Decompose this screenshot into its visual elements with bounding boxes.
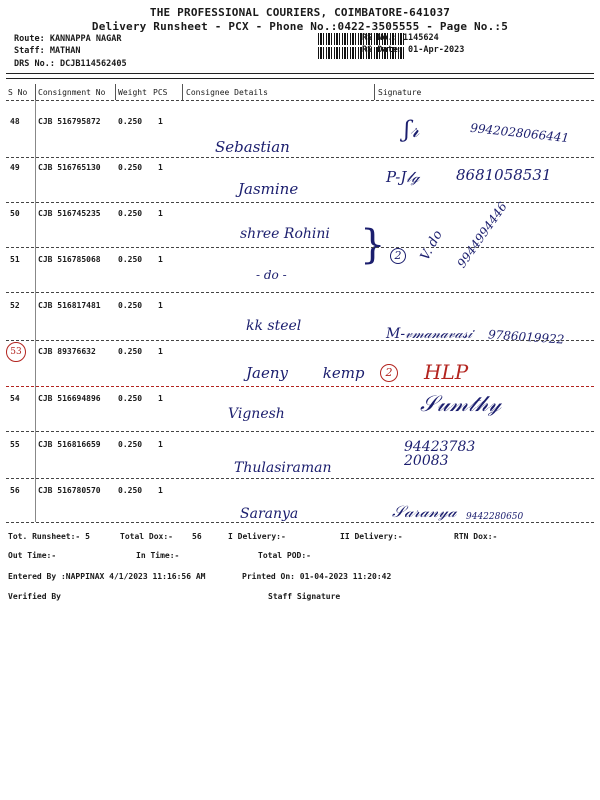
consignee-handwriting: shree Rohini	[240, 226, 330, 242]
header-rule-bottom	[6, 100, 594, 101]
circled-row-number: 53	[6, 342, 26, 362]
col-divider	[115, 84, 116, 100]
signature-handwriting: 8681058531	[456, 166, 552, 184]
col-weight: Weight	[118, 88, 147, 97]
row-pcs: 1	[158, 255, 163, 264]
row-sno: 54	[10, 394, 20, 403]
col-consignee: Consignee Details	[186, 88, 268, 97]
row-weight: 0.250	[118, 117, 143, 126]
signature-scribble: ʃ𝓇	[404, 118, 420, 143]
rs-number: RS No.: 1145624	[362, 33, 439, 43]
row-pcs: 1	[158, 347, 163, 356]
out-time: Out Time:-	[8, 551, 57, 560]
signature-handwriting: HLP	[424, 360, 469, 384]
row-sno: 50	[10, 209, 20, 218]
row-pcs: 1	[158, 440, 163, 449]
col-pcs: PCS	[153, 88, 168, 97]
row-consignment: CJB 516795872	[38, 117, 101, 126]
brace-mark: }	[360, 222, 386, 268]
row-consignment: CJB 516745235	[38, 209, 101, 218]
row-divider	[6, 202, 594, 203]
signature-scribble: M-𝓋𝓂𝒶𝓃𝒶𝓋𝒶𝓈𝒾	[386, 326, 473, 342]
i-delivery: I Delivery:-	[228, 532, 286, 541]
consignee-handwriting: Sebastian	[215, 138, 290, 156]
row-weight: 0.250	[118, 209, 143, 218]
row-weight: 0.250	[118, 394, 143, 403]
signature-handwriting: 9942028066441	[469, 120, 570, 146]
header-rule-top-2	[6, 78, 594, 79]
verified-by: Verified By	[8, 592, 61, 601]
col-divider	[35, 84, 36, 100]
signature-scribble: P-J𝓁ℊ	[386, 168, 420, 186]
row-pcs: 1	[158, 209, 163, 218]
row-pcs: 1	[158, 117, 163, 126]
row-pcs: 1	[158, 301, 163, 310]
signature-handwriting: 9442280650	[466, 512, 524, 522]
col-divider	[35, 100, 36, 522]
consignee-handwriting: Jasmine	[238, 180, 299, 198]
row-pcs: 1	[158, 163, 163, 172]
row-weight: 0.250	[118, 301, 143, 310]
total-dox-label: Total Dox:-	[120, 532, 173, 541]
in-time: In Time:-	[136, 551, 180, 560]
entered-by: Entered By :NAPPINAX 4/1/2023 11:16:56 AM	[8, 572, 206, 581]
col-consignment: Consignment No	[38, 88, 106, 97]
row-weight: 0.250	[118, 255, 143, 264]
row-divider	[6, 522, 594, 523]
row-weight: 0.250	[118, 440, 143, 449]
signature-scribble: 𝒮𝓊𝓂𝓉𝒽𝓎	[420, 392, 502, 417]
company-title: THE PROFESSIONAL COURIERS, COIMBATORE-641037	[149, 6, 451, 19]
consignee-handwriting: Jaeny kemp	[246, 364, 365, 382]
row-divider	[6, 431, 594, 432]
row-consignment: CJB 516817481	[38, 301, 101, 310]
signature-handwriting: 9786019922	[487, 327, 565, 347]
consignee-handwriting: - do -	[256, 268, 287, 282]
total-dox-value: 56	[192, 532, 202, 541]
total-pod: Total POD:-	[258, 551, 311, 560]
signature-handwriting: 94423783 20083	[404, 439, 476, 469]
consignee-handwriting: Saranya	[240, 506, 299, 522]
col-divider	[374, 84, 375, 100]
row-divider	[6, 386, 594, 387]
row-consignment: CJB 89376632	[38, 347, 96, 356]
rs-date: RS Date: 01-Apr-2023	[362, 45, 465, 55]
row-sno: 51	[10, 255, 20, 264]
header-rule-top	[6, 73, 594, 74]
row-divider	[6, 247, 594, 248]
ii-delivery: II Delivery:-	[340, 532, 403, 541]
row-sno: 48	[10, 117, 20, 126]
row-divider	[6, 340, 594, 341]
row-divider	[6, 478, 594, 479]
col-signature: Signature	[378, 88, 422, 97]
row-pcs: 1	[158, 394, 163, 403]
row-weight: 0.250	[118, 347, 143, 356]
route-label: Route: KANNAPPA NAGAR	[14, 34, 122, 44]
row-sno: 52	[10, 301, 20, 310]
row-divider	[6, 157, 594, 158]
row-sno: 56	[10, 486, 20, 495]
row-consignment: CJB 516785068	[38, 255, 101, 264]
row-weight: 0.250	[118, 486, 143, 495]
staff-signature-label: Staff Signature	[268, 592, 341, 601]
rtn-dox: RTN Dox:-	[454, 532, 498, 541]
row-weight: 0.250	[118, 163, 143, 172]
circled-number: 2	[380, 364, 398, 382]
signature-handwriting: 9944994446	[454, 199, 510, 271]
row-consignment: CJB 516765130	[38, 163, 101, 172]
runsheet-title: Delivery Runsheet - PCX - Phone No.:0422-3505555 - Page No.:5	[91, 20, 509, 33]
row-divider	[6, 292, 594, 293]
row-consignment: CJB 516816659	[38, 440, 101, 449]
row-pcs: 1	[158, 486, 163, 495]
col-sno: S No	[8, 88, 28, 97]
ditto-mark: V. do	[417, 228, 446, 263]
consignee-handwriting: Vignesh	[228, 406, 285, 422]
tot-runsheet: Tot. Runsheet:- 5	[8, 532, 90, 541]
row-sno: 49	[10, 163, 20, 172]
consignee-handwriting: kk steel	[246, 318, 302, 334]
drs-number: DRS No.: DCJB114562405	[14, 59, 127, 69]
signature-scribble: 𝒮𝒶𝓇𝒶𝓃𝓎𝒶	[392, 502, 457, 521]
printed-on: Printed On: 01-04-2023 11:20:42	[242, 572, 392, 581]
row-sno: 55	[10, 440, 20, 449]
consignee-handwriting: Thulasiraman	[234, 460, 332, 476]
staff-label: Staff: MATHAN	[14, 46, 81, 56]
row-consignment: CJB 516780570	[38, 486, 101, 495]
circled-number: 2	[390, 248, 406, 264]
row-consignment: CJB 516694896	[38, 394, 101, 403]
col-divider	[182, 84, 183, 100]
